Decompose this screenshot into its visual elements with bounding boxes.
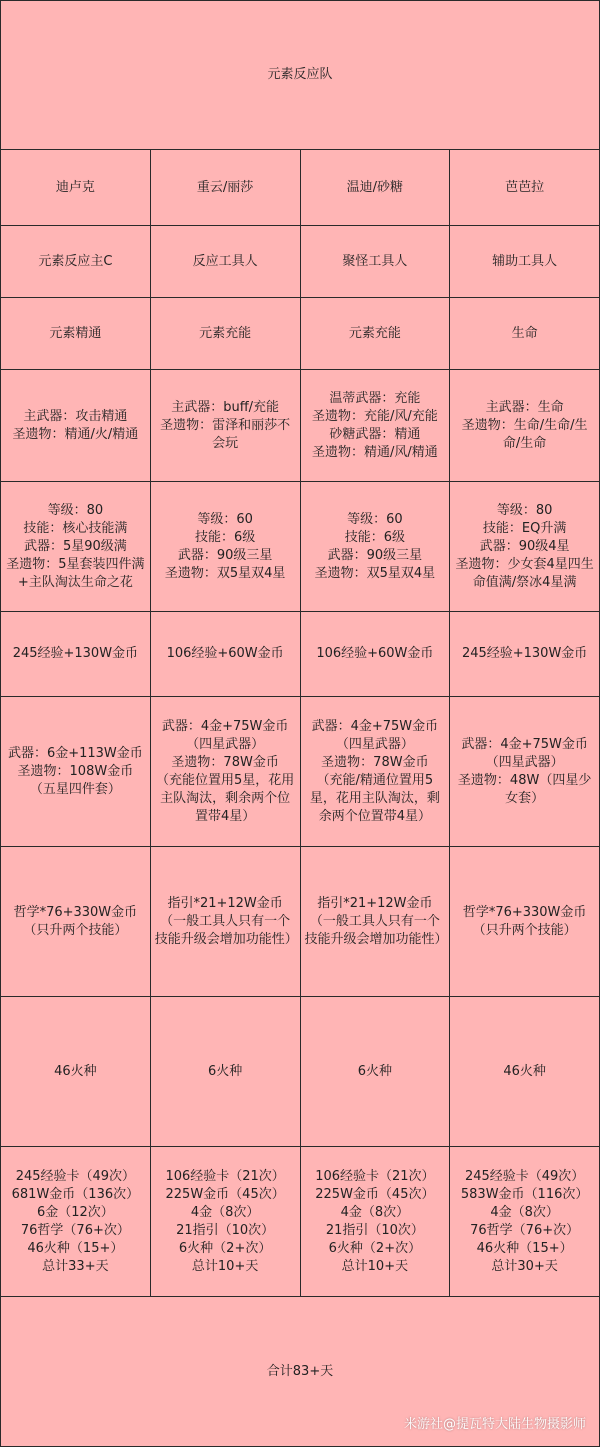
skill-cost: 指引*21+12W金币 （一般工具人只有一个技能升级会增加功能性）: [150, 847, 300, 997]
build-target: 等级：60 技能：6级 武器：90级三星 圣遗物：双5星双4星: [150, 482, 300, 612]
fire-seed-cost: 46火种: [1, 997, 151, 1147]
fire-seed-cost: 6火种: [150, 997, 300, 1147]
skill-cost: 哲学*76+330W金币 （只升两个技能）: [1, 847, 151, 997]
main-stat: 生命: [450, 298, 600, 370]
equipment-cost: 武器：4金+75W金币 （四星武器） 圣遗物：78W金币 （充能/精通位置用5星，花用主队淘汰，剩余两个位置带4星）: [300, 697, 450, 847]
exp-cost: 245经验+130W金币: [450, 612, 600, 697]
skill-cost: 哲学*76+330W金币 （只升两个技能）: [450, 847, 600, 997]
gear-requirements: 主武器：buff/充能 圣遗物：雷泽和丽莎不会玩: [150, 370, 300, 482]
character-name: 重云/丽莎: [150, 150, 300, 226]
character-role: 反应工具人: [150, 226, 300, 298]
character-role: 聚怪工具人: [300, 226, 450, 298]
resource-total: 245经验卡（49次） 583W金币（116次） 4金（8次） 76哲学（76+次） 46火种（15+） 总计30+天: [450, 1147, 600, 1297]
character-role: 元素反应主C: [1, 226, 151, 298]
character-name: 温迪/砂糖: [300, 150, 450, 226]
watermark: 米游社@提瓦特大陆生物摄影师: [403, 1417, 586, 1432]
equipment-cost: 武器：6金+113W金币 圣遗物：108W金币 （五星四件套）: [1, 697, 151, 847]
resource-total: 106经验卡（21次） 225W金币（45次） 4金（8次） 21指引（10次） 6火种（2+次） 总计10+天: [150, 1147, 300, 1297]
equipment-cost: 武器：4金+75W金币 （四星武器） 圣遗物：48W（四星少女套）: [450, 697, 600, 847]
character-name: 芭芭拉: [450, 150, 600, 226]
main-stat: 元素精通: [1, 298, 151, 370]
build-target: 等级：80 技能：EQ升满 武器：90级4星 圣遗物：少女套4星四生命值满/祭冰4星满: [450, 482, 600, 612]
skill-cost: 指引*21+12W金币 （一般工具人只有一个技能升级会增加功能性）: [300, 847, 450, 997]
character-role: 辅助工具人: [450, 226, 600, 298]
character-name: 迪卢克: [1, 150, 151, 226]
exp-cost: 106经验+60W金币: [150, 612, 300, 697]
fire-seed-cost: 46火种: [450, 997, 600, 1147]
gear-requirements: 主武器：生命 圣遗物：生命/生命/生命/生命: [450, 370, 600, 482]
fire-seed-cost: 6火种: [300, 997, 450, 1147]
gear-requirements: 温蒂武器：充能 圣遗物：充能/风/充能 砂糖武器：精通 圣遗物：精通/风/精通: [300, 370, 450, 482]
grand-total: 合计83+天: [1, 1297, 600, 1447]
build-target: 等级：60 技能：6级 武器：90级三星 圣遗物：双5星双4星: [300, 482, 450, 612]
main-stat: 元素充能: [300, 298, 450, 370]
resource-total: 245经验卡（49次） 681W金币（136次） 6金（12次） 76哲学（76+次） 46火种（15+） 总计33+天: [1, 1147, 151, 1297]
build-target: 等级：80 技能：核心技能满 武器：5星90级满 圣遗物：5星套装四件满+主队淘汰生命之花: [1, 482, 151, 612]
exp-cost: 106经验+60W金币: [300, 612, 450, 697]
table-title: 元素反应队: [1, 1, 600, 150]
exp-cost: 245经验+130W金币: [1, 612, 151, 697]
main-stat: 元素充能: [150, 298, 300, 370]
resource-total: 106经验卡（21次） 225W金币（45次） 4金（8次） 21指引（10次） 6火种（2+次） 总计10+天: [300, 1147, 450, 1297]
gear-requirements: 主武器：攻击精通 圣遗物：精通/火/精通: [1, 370, 151, 482]
equipment-cost: 武器：4金+75W金币 （四星武器） 圣遗物：78W金币 （充能位置用5星，花用主队淘汰，剩余两个位置带4星）: [150, 697, 300, 847]
